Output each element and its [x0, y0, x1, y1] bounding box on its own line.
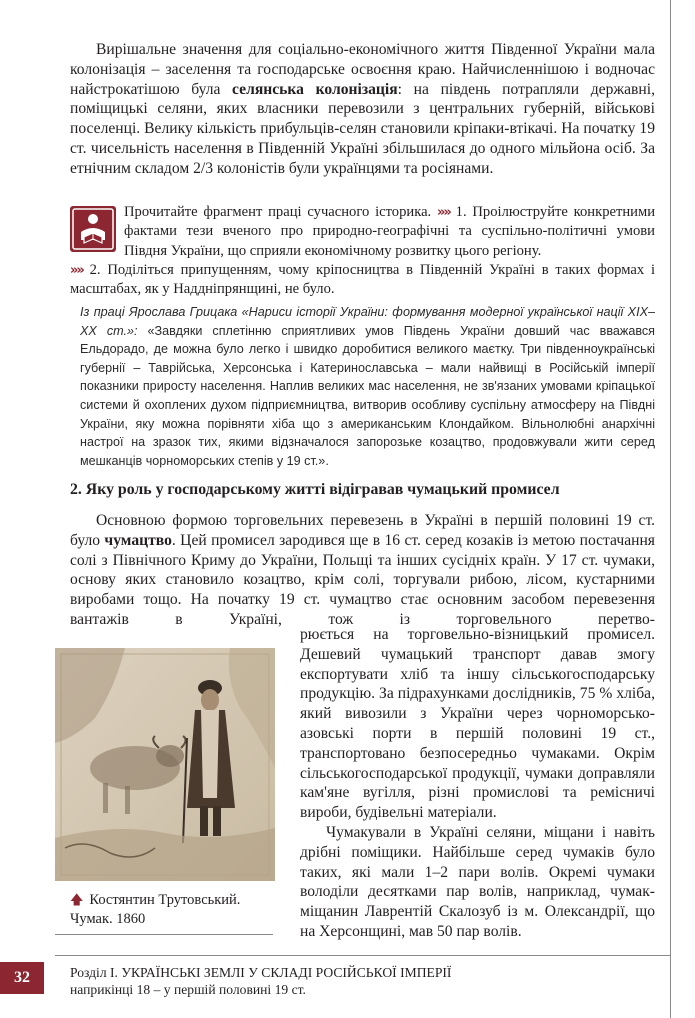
page-edge-rule	[670, 0, 671, 1018]
quote-text: «Завдяки сплетінню сприятливих умов Південь України довший час вважався Ельдорадо, де можна було легко і швидко доробитися великого маєтку. Три південноукраїнські губернії – Таврійська, Херсонська і Катеринославська – мали найвищі в Російській імперії показники приросту населення. Наплив великих мас населення, не зв'язаних умовами кріпацької системи й охоплених духом підприємництва, витворив особливу суспільну атмосферу на Півдні України, яку можна порівняти хіба що з американським Клондайком. Вільнолюбні анархічні настрої на зразок тих, якими відзначалося запорозьке козацтво, продовжували жити серед мешканців чорноморських степів у 19 ст.».	[80, 323, 656, 468]
reading-person-icon	[70, 206, 116, 252]
section2-column	[300, 625, 655, 942]
task-question-2: 2. Поділіться припущенням, чому кріпосництва в Південній Україні в таких формах і масштабах, як у Наддніпрянщині, не було.	[70, 262, 655, 298]
section2-paragraph-2: Чумакували в Україні селяни, міщани і навіть дрібні поміщики. Найбільше серед чумаків було таких, які мали 1–2 пари волів. Окремі чумаки володіли десятками пар волів, наприклад, чумак-міщанин Лаврентій Скалозуб із м. Олександрії, що на Херсонщині, мав 50 пар волів.	[300, 823, 655, 940]
task-question-1: 1. Проілюструйте конкретними фактами тези вченого про природно-географічні та суспільно-політичні умови Півдня України, що сприяли економічному розвитку цього регіону.	[124, 204, 656, 259]
intro-bold-term: селянська колонізація	[232, 80, 398, 98]
section-heading: 2. Яку роль у господарському житті відігравав чумацький промисел	[70, 481, 560, 498]
footer-line-1: Розділ I. УКРАЇНСЬКІ ЗЕМЛІ У СКЛАДІ РОСІЙСЬКОЇ ІМПЕРІЇ	[70, 965, 452, 980]
historian-quote	[80, 303, 655, 470]
caption-line-2: Чумак. 1860	[70, 911, 146, 927]
footer-line-2: наприкінці 18 – у першій половині 19 ст.	[70, 982, 306, 997]
intro-paragraph: Вирішальне значення для соціально-економічного життя Південної України мала колонізація – заселення та господарське освоєння краю. Найчисленнішою і водночас найстрокатішою була селянська колонізація: на південь потрапляли державні, поміщицькі селяни, яких власники перевозили з центральних губерній, військові поселенці. Велику кількість прибульців-селян становили кріпаки-втікачі. На початку 19 ст. чисельність населення в Південній Україні збільшилася до одного мільйона осіб. За етнічним складом 2/3 колоністів були українцями та росіянами.	[70, 41, 655, 177]
caption-rule	[55, 934, 273, 935]
task-block-2: »» 2. Поділіться припущенням, чому кріпосництва в Південній Україні в таких формах і масштабах, як у Наддніпрянщині, не було.	[70, 262, 655, 298]
intro-section	[70, 40, 655, 179]
page-number: 32	[0, 962, 44, 994]
footer-rule	[55, 955, 670, 956]
task-marker-icon: »	[70, 263, 77, 278]
arrow-up-icon: 🡅	[70, 893, 84, 908]
section2-paragraph-1: Основною формою торговельних перевезень в Україні в першій половині 19 ст. було чумацтво. Цей промисел зародився ще в 16 ст. серед козаків із метою постачання солі з Північного Криму до України, Польщі та інших сусідніх країн. У 17 ст. чумаки, основу яких становило козацтво, крім солі, торгували рибою, лісом, кустарними виробами тощо. На початку 19 ст. чумацтво стає основним засобом перевезення вантажів в Україні, тож із торговельного перетво-	[70, 512, 655, 628]
task-marker-icon: »	[437, 205, 444, 220]
chumatstvo-term: чумацтво	[104, 531, 172, 549]
quote-source: Із праці Ярослава Грицака «Нариси історії України: формування модерної української нації XIX–XX ст.»:	[80, 305, 655, 338]
task-block: Прочитайте фрагмент праці сучасного історика. »» 1. Проілюструйте конкретними фактами тези вченого про природно-географічні та суспільно-політичні умови Півдня України, що сприяли економічному розвитку цього регіону.	[124, 204, 656, 259]
picture-caption	[70, 891, 280, 929]
chumak-painting	[55, 648, 275, 881]
caption-line-1: Костянтин Трутовський.	[89, 892, 241, 908]
running-footer	[70, 964, 650, 998]
section2-paragraph-1-cont: рюється на торговельно-візницький промисел. Дешевий чумацький транспорт давав змогу експортувати хліб та іншу сільськогосподарську продукцію. За підрахунками дослідників, 75 % хліба, який вивозили з України через чорноморсько-азовські порти в першій половині 19 ст., транспортовано безпосередньо чумаками. Окрім сільськогосподарської продукції, чумаки доправляли кам'яне вугілля, різні промислові та ремісничі вироби, будівельні матеріали.	[300, 626, 655, 822]
task-intro: Прочитайте фрагмент праці сучасного історика.	[124, 204, 432, 220]
